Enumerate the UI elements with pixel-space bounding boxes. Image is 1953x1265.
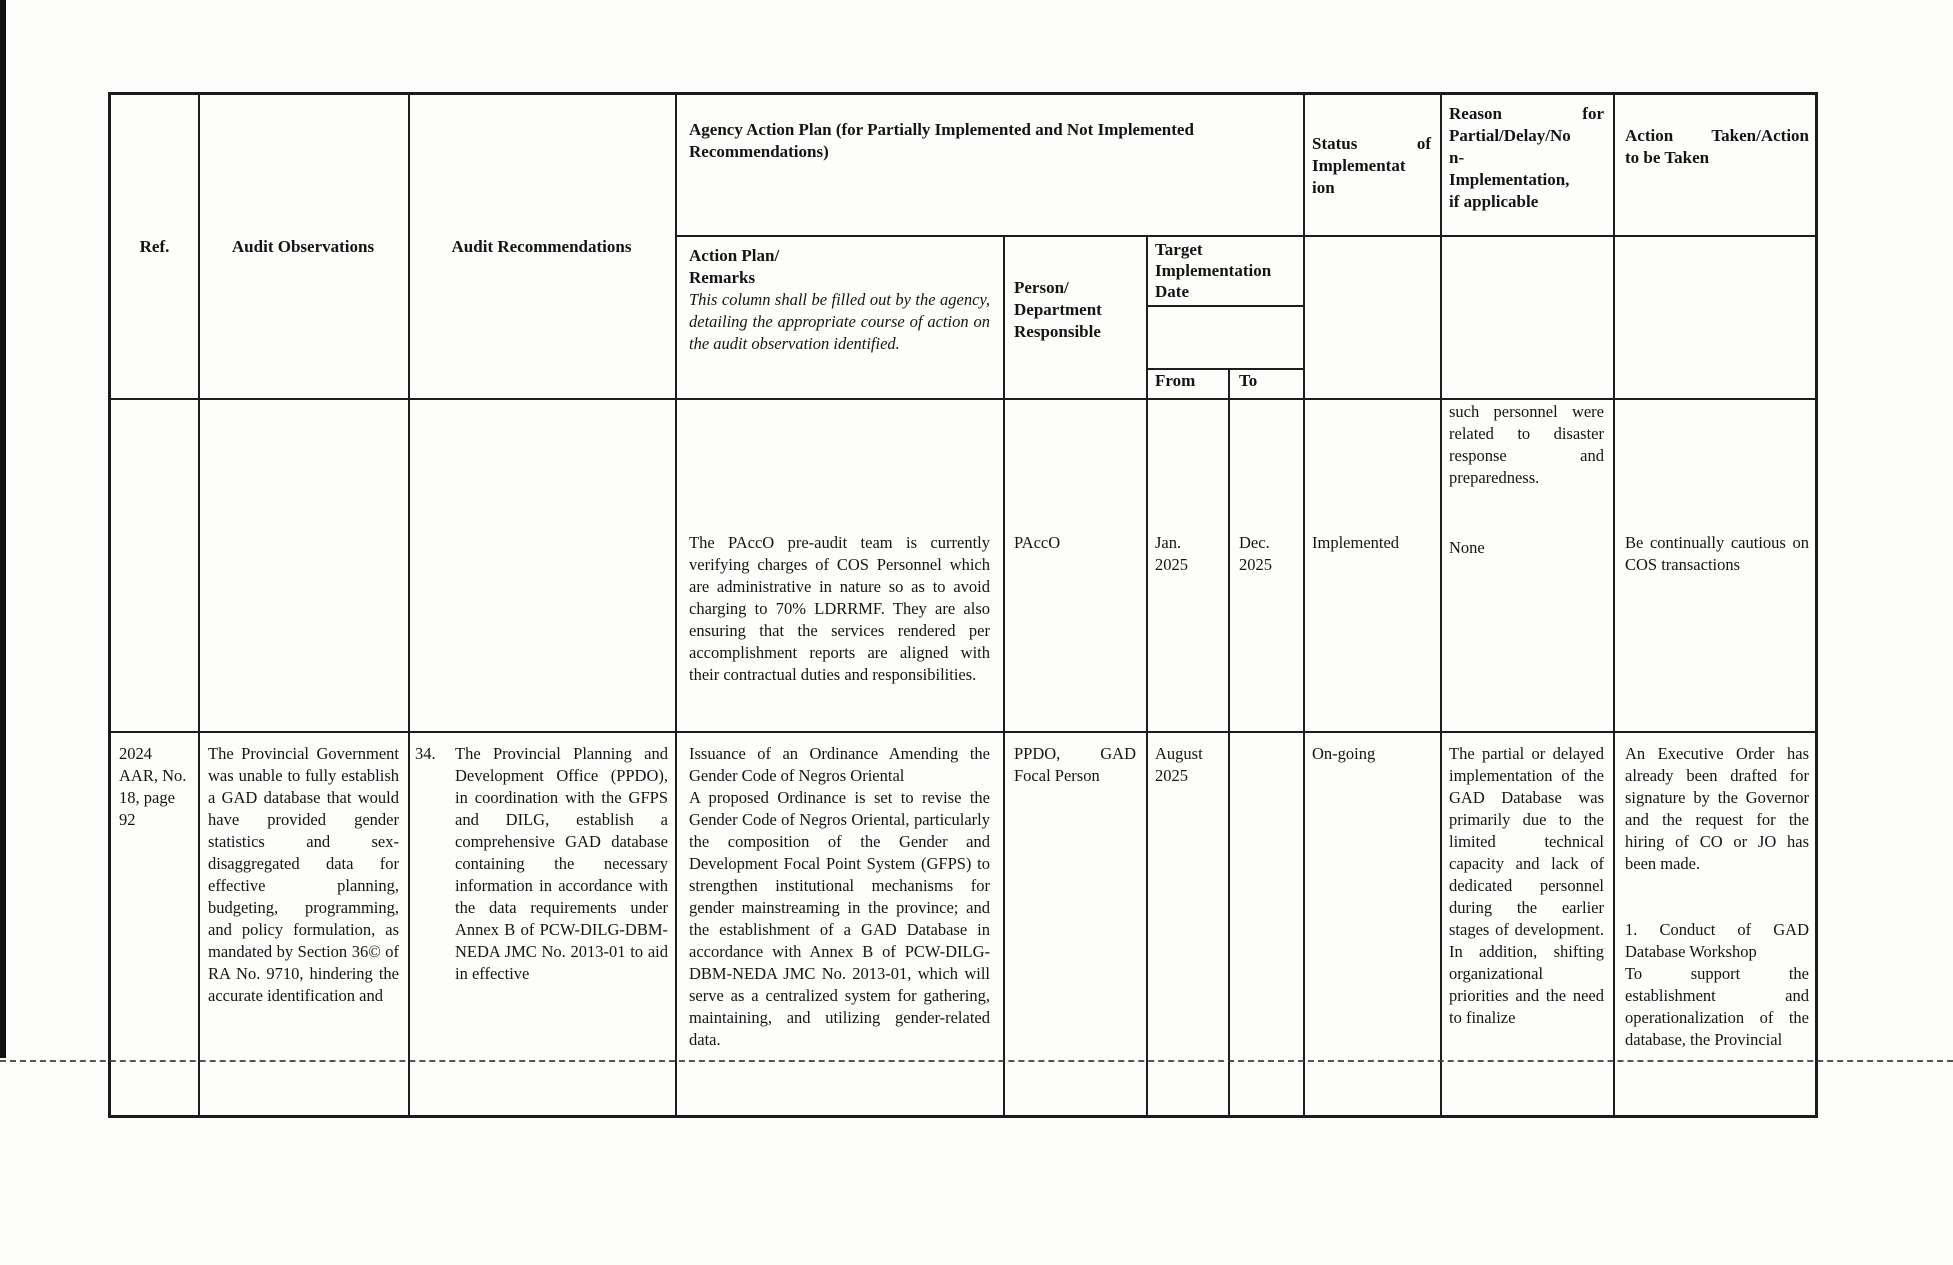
header-to <box>1228 368 1303 398</box>
row1-cell-status <box>1303 398 1440 731</box>
header-reason <box>1440 95 1613 235</box>
header-reason-line4: Implementation, <box>1449 170 1570 189</box>
header-action-plan-note: This column shall be filled out by the agency, detailing the appropriate course of action on the audit observation identified. <box>689 290 990 353</box>
header-target-line2: Implementation <box>1155 261 1272 280</box>
header-audit-observations-label: Audit Observations <box>231 236 375 256</box>
row2-audit-observation-text: The Provincial Government was unable to fully establish a GAD database that would have provided gender statistics and sex-disaggregated data for effective planning, budgeting, programming, and policy formulation, as mandated by Section 36© of RA No. 9710, hindering the accurate identification and <box>208 744 399 1005</box>
row2-cell-status <box>1303 731 1440 1121</box>
header-person-line1: Person/ <box>1014 278 1069 297</box>
row1-cell-action-taken <box>1613 398 1821 731</box>
row2-action-taken-p3: To support the establishment and operationalization of the database, the Provincial <box>1625 964 1809 1049</box>
header-action-plan-line2: Remarks <box>689 268 756 287</box>
header-action-plan-line1: Action Plan/ <box>689 246 780 265</box>
header-target-implementation-date <box>1146 235 1303 305</box>
row2-action-plan-body: A proposed Ordinance is set to revise the Gender Code of Negros Oriental, particularly the composition of the Gender and Development Focal Point System (GFPS) to strengthen institutional mechanisms for gender mainstreaming in the province; and the establishment of a GAD Database in accordance with Annex B of PCW-DILG-DBM-NEDA JMC No. 2013-01, which will serve as a centralized system for gathering, maintaining, and utilizing gender-related data. <box>689 788 990 1049</box>
header-audit-observations <box>198 95 408 398</box>
header-audit-recommendations-label: Audit Recommendations <box>451 236 632 256</box>
row2-status-text: On-going <box>1312 744 1376 763</box>
scan-crease-line <box>0 1060 1953 1062</box>
header-target-line3: Date <box>1155 282 1189 301</box>
row2-person-text: PPDO, GAD Focal Person <box>1014 744 1136 785</box>
row2-cell-action-taken <box>1613 731 1821 1121</box>
row2-cell-action-plan <box>675 731 1003 1121</box>
header-status <box>1303 95 1440 235</box>
header-status-line3: ion <box>1312 178 1335 197</box>
row2-action-taken-p1: An Executive Order has already been drafted for signature by the Governor and the request for the hiring of CO or JO has been made. <box>1625 744 1809 873</box>
row2-cell-audit-observation <box>198 731 408 1121</box>
header-from <box>1146 368 1228 398</box>
row1-cell-from <box>1146 398 1228 731</box>
row1-cell-action-plan <box>675 398 1003 731</box>
header-reason-line5: if applicable <box>1449 192 1539 211</box>
row2-recommendation-number: 34. <box>415 744 436 763</box>
row1-action-plan-text: The PAccO pre-audit team is currently verifying charges of COS Personnel which are administrative in nature so as to avoid charging to 70% LDRRMF. They are also ensuring that the services rendered per accomplishment reports are aligned with their contractual duties and responsibilities. <box>689 533 990 684</box>
header-person-line2: Department <box>1014 300 1102 319</box>
header-status-line1 <box>1312 133 1431 155</box>
header-ref-label: Ref. <box>139 236 170 256</box>
header-action-plan-remarks <box>675 235 1003 398</box>
row1-cell-person <box>1003 398 1146 731</box>
header-ref <box>111 95 198 398</box>
header-person-line3: Responsible <box>1014 322 1101 341</box>
row1-person-text: PAccO <box>1014 533 1061 552</box>
row2-cell-audit-recommendation <box>408 731 675 1121</box>
header-reason-line3: n- <box>1449 148 1465 167</box>
table-gridline <box>1146 305 1303 307</box>
header-agency-action-plan-label: Agency Action Plan (for Partially Implemented and Not Implemented Recommendations) <box>689 120 1194 161</box>
row1-status-text: Implemented <box>1312 533 1400 552</box>
header-reason-line1 <box>1449 103 1604 125</box>
row2-from-text: August 2025 <box>1155 744 1203 785</box>
header-action-taken-word: Taken/Action <box>1711 126 1809 145</box>
row1-reason-text: None <box>1449 538 1485 557</box>
header-agency-action-plan-group <box>675 95 1303 235</box>
row2-action-taken-p2: 1. Conduct of GAD Database Workshop <box>1625 920 1809 961</box>
header-reason-word: Reason <box>1449 104 1502 123</box>
row1-from-text: Jan. 2025 <box>1155 533 1188 574</box>
header-audit-recommendations <box>408 95 675 398</box>
row1-action-taken-text: Be continually cautious on COS transactions <box>1625 533 1809 574</box>
row1-cell-reason <box>1440 398 1613 731</box>
row2-cell-ref <box>111 731 198 1121</box>
header-status-word: Status <box>1312 134 1358 153</box>
header-action-taken-line2: to be Taken <box>1625 148 1710 167</box>
row2-action-plan-title: Issuance of an Ordinance Amending the Gender Code of Negros Oriental <box>689 744 990 785</box>
row1-cell-to <box>1228 398 1303 731</box>
audit-action-plan-table <box>108 92 1818 1118</box>
row2-audit-recommendation-text: The Provincial Planning and Development Office (PPDO), in coordination with the GFPS and DILG, establish a comprehensive GAD database containing the necessary information in accordance with the data requirements under Annex B of PCW-DILG-DBM-NEDA JMC No. 2013-01 to aid in effective <box>455 744 668 983</box>
scan-edge-artifact <box>0 0 6 1058</box>
header-action-taken-line1 <box>1625 125 1809 147</box>
row2-reason-text: The partial or delayed implementation of the GAD Database was primarily due to the limited technical capacity and lack of dedicated personnel during the earlier stages of development. In addition, shifting organizational priorities and the need to finalize <box>1449 744 1604 1027</box>
row2-cell-person <box>1003 731 1146 1121</box>
header-person-department <box>1003 235 1146 398</box>
header-to-label: To <box>1239 371 1258 390</box>
header-status-line2: Implementat <box>1312 156 1406 175</box>
row1-reason-carryover-text: such personnel were related to disaster response and preparedness. <box>1449 402 1604 487</box>
header-reason-line2: Partial/Delay/No <box>1449 126 1571 145</box>
row1-to-text: Dec. 2025 <box>1239 533 1272 574</box>
row2-cell-reason <box>1440 731 1613 1121</box>
row2-cell-to <box>1228 731 1303 1121</box>
header-reason-word: for <box>1582 104 1604 123</box>
header-status-word: of <box>1416 134 1431 153</box>
row2-ref-text: 2024 AAR, No. 18, page 92 <box>119 744 187 829</box>
header-target-line1: Target <box>1155 240 1203 259</box>
header-action-taken <box>1613 95 1821 235</box>
header-from-label: From <box>1155 371 1196 390</box>
row2-cell-from <box>1146 731 1228 1121</box>
header-action-taken-word: Action <box>1625 126 1674 145</box>
